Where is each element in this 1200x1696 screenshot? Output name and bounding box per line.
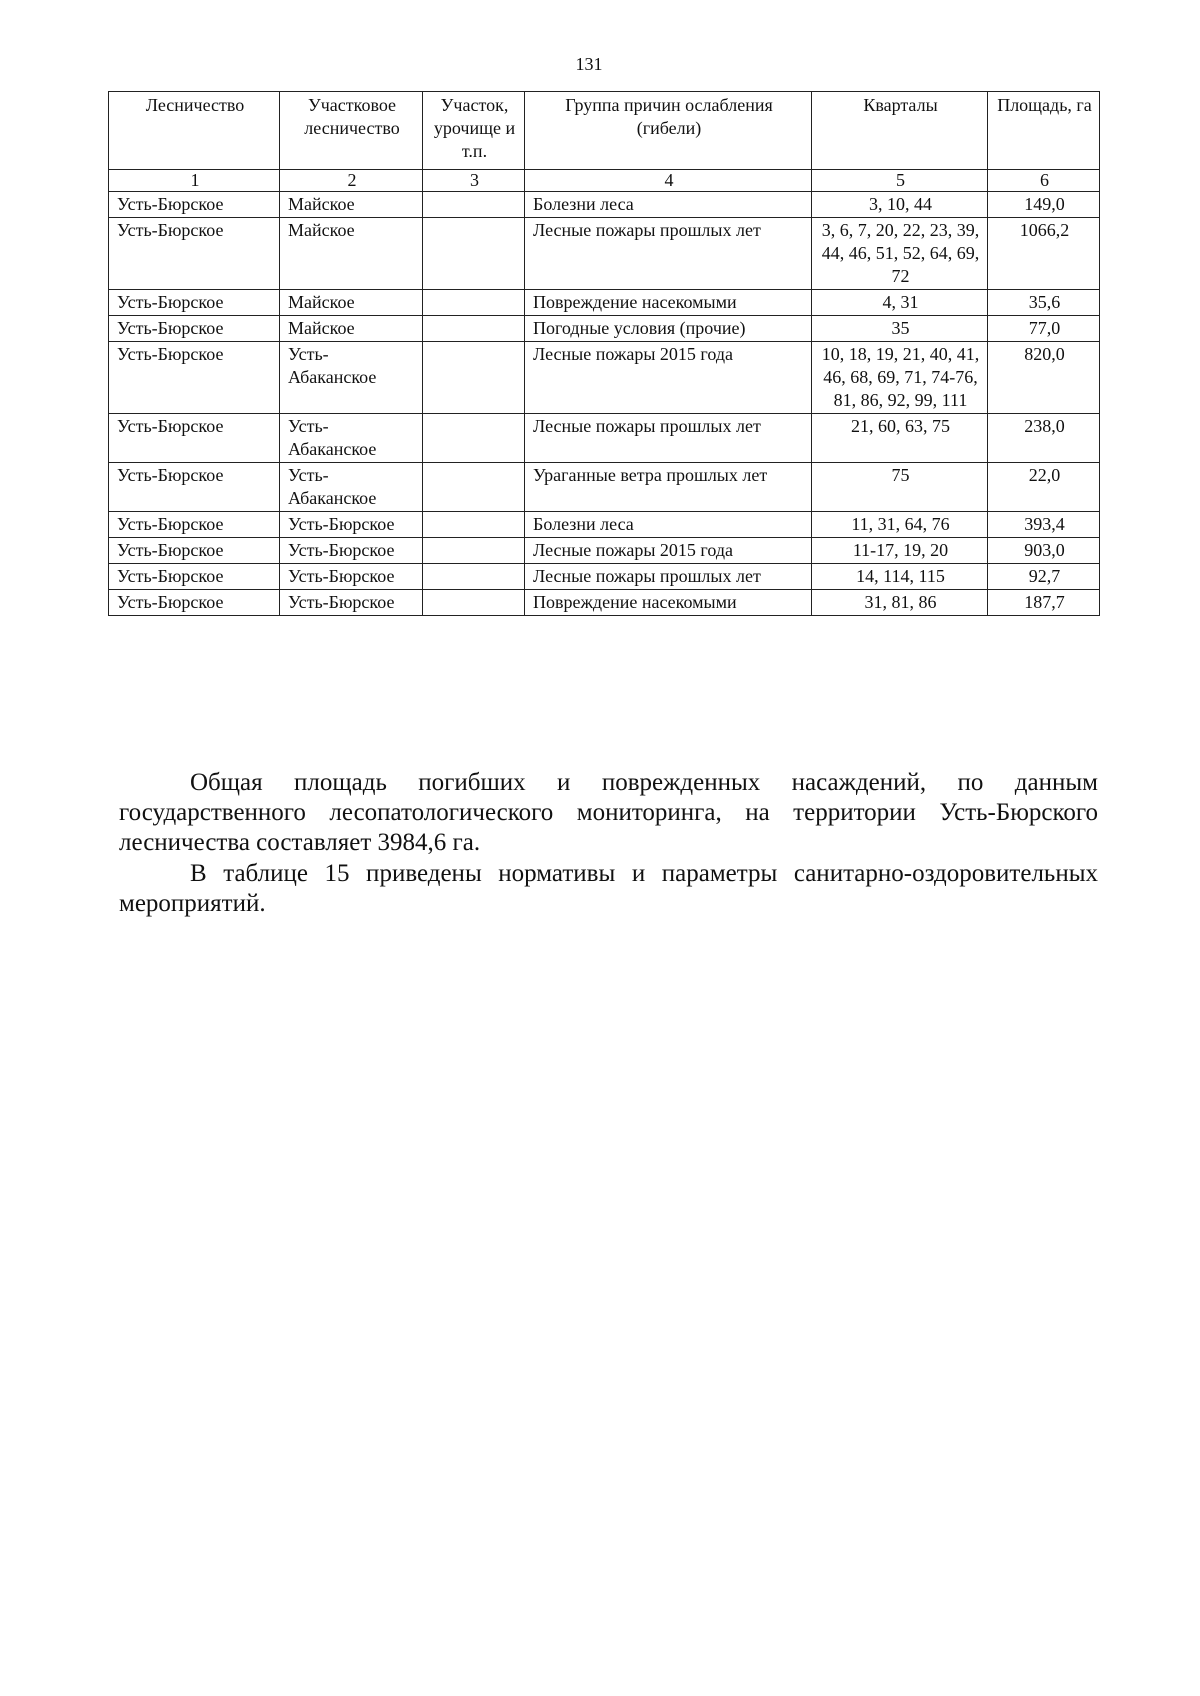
header-cell: Группа причин ослабления (гибели) (525, 92, 812, 170)
table-row (109, 512, 1100, 538)
table-row (109, 316, 1100, 342)
cell-uchastkovoe: Майское (280, 218, 423, 290)
column-number: 6 (988, 170, 1100, 192)
cell-area: 92,7 (988, 564, 1100, 590)
cell-uchastok (423, 414, 525, 463)
header-cell: Участок, урочище и т.п. (423, 92, 525, 170)
cell-area: 22,0 (988, 463, 1100, 512)
cell-uchastok (423, 538, 525, 564)
cell-kvartaly: 21, 60, 63, 75 (812, 414, 988, 463)
cell-area: 238,0 (988, 414, 1100, 463)
cell-prichina: Лесные пожары прошлых лет (525, 218, 812, 290)
cell-uchastok (423, 316, 525, 342)
cell-lesnichestvo: Усть-Бюрское (109, 290, 280, 316)
column-number: 5 (812, 170, 988, 192)
cell-area: 903,0 (988, 538, 1100, 564)
cell-uchastok (423, 218, 525, 290)
cell-lesnichestvo: Усть-Бюрское (109, 590, 280, 616)
table-row (109, 414, 1100, 463)
forest-damage-table (108, 91, 1100, 616)
cell-kvartaly: 31, 81, 86 (812, 590, 988, 616)
header-cell: Лесничество (109, 92, 280, 170)
table-row (109, 342, 1100, 414)
cell-uchastok (423, 463, 525, 512)
summary-paragraph: Общая площадь погибших и поврежденных насаждений, по данным государственного лесопатологического мониторинга, на территории Усть-Бюрского лесничества составляет 3984,6 га. (119, 769, 1098, 856)
header-cell: Площадь, га (988, 92, 1100, 170)
cell-uchastkovoe: Усть-Бюрское (280, 512, 423, 538)
cell-uchastkovoe: Усть-Бюрское (280, 538, 423, 564)
column-number: 3 (423, 170, 525, 192)
cell-uchastok (423, 192, 525, 218)
column-number: 2 (280, 170, 423, 192)
cell-lesnichestvo: Усть-Бюрское (109, 538, 280, 564)
cell-area: 393,4 (988, 512, 1100, 538)
cell-area: 35,6 (988, 290, 1100, 316)
cell-prichina: Лесные пожары 2015 года (525, 538, 812, 564)
cell-uchastkovoe: Усть-Абаканское (280, 342, 423, 414)
cell-kvartaly: 3, 6, 7, 20, 22, 23, 39, 44, 46, 51, 52, 64, 69, 72 (812, 218, 988, 290)
cell-uchastkovoe: Усть-Абаканское (280, 414, 423, 463)
cell-kvartaly: 3, 10, 44 (812, 192, 988, 218)
cell-uchastok (423, 290, 525, 316)
cell-area: 1066,2 (988, 218, 1100, 290)
cell-lesnichestvo: Усть-Бюрское (109, 512, 280, 538)
table-row (109, 192, 1100, 218)
cell-lesnichestvo: Усть-Бюрское (109, 463, 280, 512)
cell-uchastkovoe: Усть-Бюрское (280, 564, 423, 590)
cell-prichina: Лесные пожары прошлых лет (525, 414, 812, 463)
table-row (109, 290, 1100, 316)
cell-prichina: Болезни леса (525, 192, 812, 218)
cell-area: 77,0 (988, 316, 1100, 342)
table-header-row (109, 92, 1100, 170)
cell-kvartaly: 75 (812, 463, 988, 512)
cell-uchastkovoe: Майское (280, 290, 423, 316)
cell-uchastkovoe: Усть-Абаканское (280, 463, 423, 512)
cell-kvartaly: 11, 31, 64, 76 (812, 512, 988, 538)
cell-prichina: Повреждение насекомыми (525, 290, 812, 316)
table-row (109, 218, 1100, 290)
cell-uchastkovoe: Майское (280, 316, 423, 342)
table-reference-paragraph: В таблице 15 приведены нормативы и параметры санитарно-оздоровительных мероприятий. (119, 860, 1098, 917)
cell-uchastkovoe: Усть-Бюрское (280, 590, 423, 616)
column-number: 4 (525, 170, 812, 192)
table-row (109, 538, 1100, 564)
cell-uchastok (423, 590, 525, 616)
cell-kvartaly: 11-17, 19, 20 (812, 538, 988, 564)
column-number: 1 (109, 170, 280, 192)
cell-uchastok (423, 564, 525, 590)
cell-area: 187,7 (988, 590, 1100, 616)
column-number-row (109, 170, 1100, 192)
cell-uchastok (423, 512, 525, 538)
cell-area: 149,0 (988, 192, 1100, 218)
cell-lesnichestvo: Усть-Бюрское (109, 192, 280, 218)
header-cell: Кварталы (812, 92, 988, 170)
cell-prichina: Погодные условия (прочие) (525, 316, 812, 342)
table-row (109, 590, 1100, 616)
cell-prichina: Болезни леса (525, 512, 812, 538)
cell-lesnichestvo: Усть-Бюрское (109, 414, 280, 463)
cell-lesnichestvo: Усть-Бюрское (109, 218, 280, 290)
table-row (109, 463, 1100, 512)
cell-kvartaly: 14, 114, 115 (812, 564, 988, 590)
cell-prichina: Ураганные ветра прошлых лет (525, 463, 812, 512)
cell-lesnichestvo: Усть-Бюрское (109, 316, 280, 342)
table-row (109, 564, 1100, 590)
cell-kvartaly: 4, 31 (812, 290, 988, 316)
cell-uchastok (423, 342, 525, 414)
cell-uchastkovoe: Майское (280, 192, 423, 218)
cell-prichina: Лесные пожары прошлых лет (525, 564, 812, 590)
cell-area: 820,0 (988, 342, 1100, 414)
cell-kvartaly: 10, 18, 19, 21, 40, 41, 46, 68, 69, 71, 74-76, 81, 86, 92, 99, 111 (812, 342, 988, 414)
header-cell: Участковое лесничество (280, 92, 423, 170)
cell-lesnichestvo: Усть-Бюрское (109, 564, 280, 590)
page-number: 131 (575, 54, 603, 74)
cell-prichina: Повреждение насекомыми (525, 590, 812, 616)
cell-lesnichestvo: Усть-Бюрское (109, 342, 280, 414)
cell-prichina: Лесные пожары 2015 года (525, 342, 812, 414)
cell-kvartaly: 35 (812, 316, 988, 342)
